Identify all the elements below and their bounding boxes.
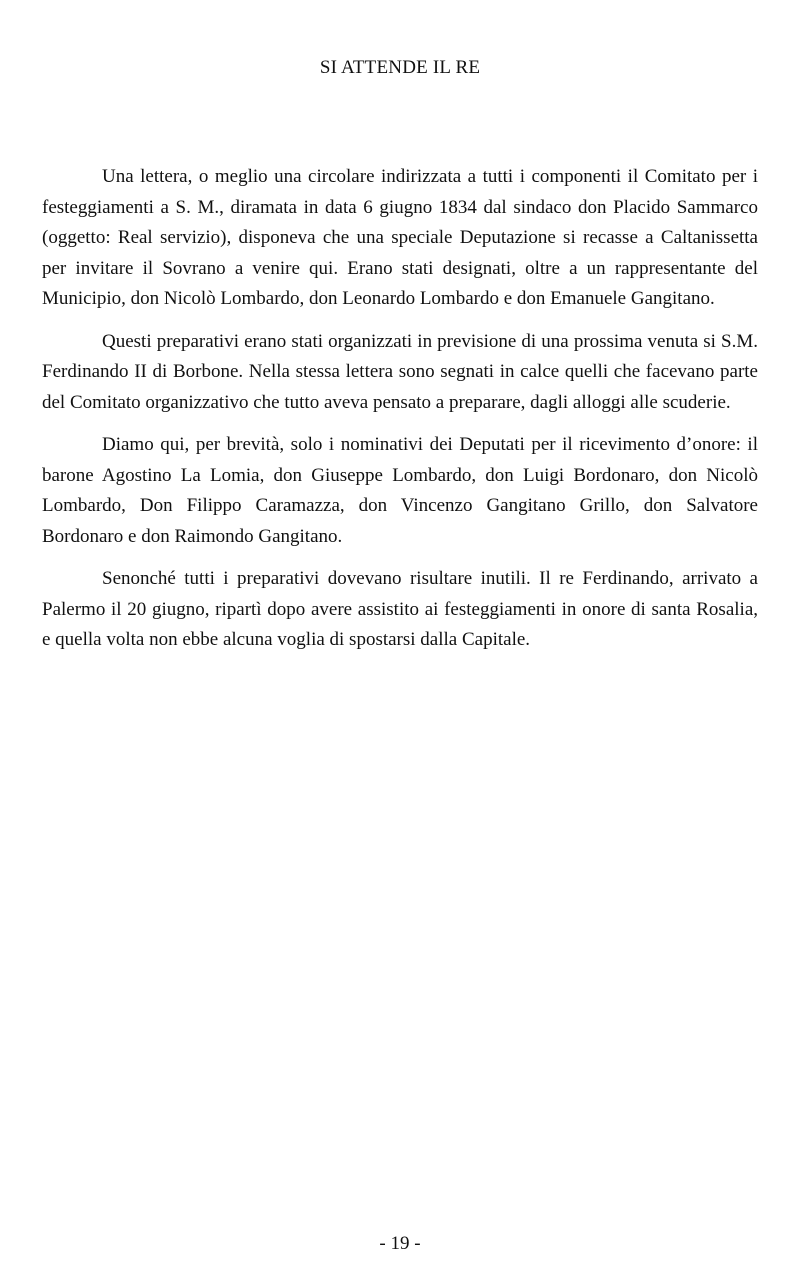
page-title: SI ATTENDE IL RE: [319, 57, 481, 78]
page-number: - 19 -: [379, 1233, 421, 1254]
paragraph-3: Diamo qui, per brevità, solo i nominativi dei Deputati per il ricevimento d’onore: il barone Agostino La Lomia, don Giuseppe Lombardo, don Luigi Bordonaro, don Nicolò Lombardo, Don Filippo Caramazza, don Vincenzo Gangitano Grillo, don Salvatore Bordonaro e don Raimondo Gangitano.: [42, 434, 758, 547]
paragraph-2: Questi preparativi erano stati organizzati in previsione di una prossima venuta si S.M. Ferdinando II di Borbone. Nella stessa lettera sono segnati in calce quelli che facevano parte del Comitato organizzativo che tutto aveva pensato a preparare, dagli alloggi alle scuderie.: [42, 330, 758, 413]
paragraph-4: Senonché tutti i preparativi dovevano risultare inutili. Il re Ferdinando, arrivato a Palermo il 20 giugno, ripartì dopo avere assistito ai festeggiamenti in onore di santa Rosalia, e quella volta non ebbe alcuna voglia di spostarsi dalla Capitale.: [42, 568, 758, 650]
paragraph-1: Una lettera, o meglio una circolare indirizzata a tutti i componenti il Comitato per i festeggiamenti a S. M., diramata in data 6 giugno 1834 dal sindaco don Placido Sammarco (oggetto: Real servizio), disponeva che una speciale Deputazione si recasse a Caltanissetta per invitare il Sovrano a venire qui. Erano stati designati, oltre a un rappresentante del Municipio, don Nicolò Lombardo, don Leonardo Lombardo e don Emanuele Gangitano.: [42, 166, 758, 309]
body-text: [42, 162, 758, 668]
